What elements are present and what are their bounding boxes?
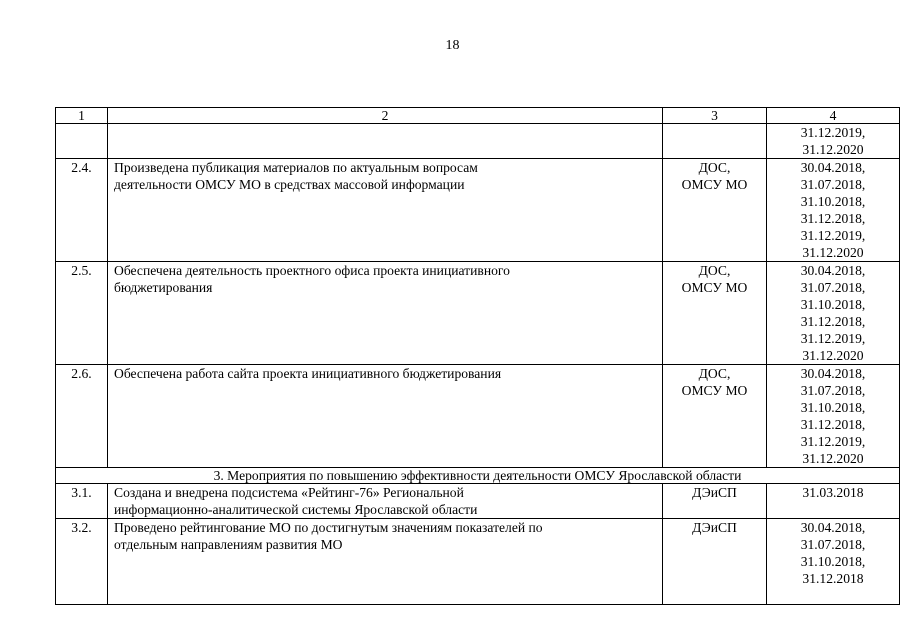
row-description-line: Создана и внедрена подсистема «Рейтинг-76» Региональной — [114, 485, 464, 500]
row-responsible — [663, 365, 767, 468]
row-description-line: Обеспечена работа сайта проекта инициативного бюджетирования — [114, 366, 502, 381]
row-number: 3.2. — [56, 519, 108, 605]
row-dates-line: 31.12.2019, — [800, 331, 866, 346]
row-responsible — [663, 262, 767, 365]
row-responsible — [663, 159, 767, 262]
table-header-row — [56, 108, 900, 124]
row-dates — [767, 484, 900, 519]
row-dates-line: 30.04.2018, — [800, 263, 866, 278]
row-responsible-line: ДОС, — [698, 366, 731, 381]
row-dates-line: 31.10.2018, — [800, 297, 866, 312]
row-description — [108, 519, 663, 605]
table-row — [56, 484, 900, 519]
row-number: 2.5. — [56, 262, 108, 365]
row-dates-line: 31.12.2020 — [802, 142, 864, 157]
row-responsible-line: ДЭиСП — [692, 520, 737, 535]
row-description — [108, 365, 663, 468]
header-col-2: 2 — [108, 108, 663, 124]
row-responsible-line: ДОС, — [698, 160, 731, 175]
row-dates-line: 31.07.2018, — [800, 383, 866, 398]
row-dates-line: 31.12.2018, — [800, 417, 866, 432]
row-description-line: отдельным направлениям развития МО — [114, 537, 343, 552]
row-dates-line: 31.10.2018, — [800, 194, 866, 209]
row-responsible-line: ОМСУ МО — [681, 177, 748, 192]
row-responsible — [663, 519, 767, 605]
row-description — [108, 262, 663, 365]
table-row — [56, 365, 900, 468]
row-responsible-line: ОМСУ МО — [681, 383, 748, 398]
row-description-line: Произведена публикация материалов по актуальным вопросам — [114, 160, 478, 175]
row-dates-line: 31.12.2018 — [802, 571, 864, 586]
row-dates-line: 31.12.2020 — [802, 348, 864, 363]
row-dates-line: 31.12.2020 — [802, 245, 864, 260]
section-row — [56, 468, 900, 484]
section-title: 3. Мероприятия по повышению эффективности деятельности ОМСУ Ярославской области — [56, 468, 900, 484]
header-col-4: 4 — [767, 108, 900, 124]
row-dates-line: 31.12.2019, — [800, 228, 866, 243]
header-col-1: 1 — [56, 108, 108, 124]
row-number: 2.6. — [56, 365, 108, 468]
row-number: 2.4. — [56, 159, 108, 262]
page-number: 18 — [445, 38, 460, 53]
row-dates-line: 31.12.2019, — [800, 125, 866, 140]
table-row — [56, 159, 900, 262]
row-responsible — [663, 124, 767, 159]
table-row — [56, 124, 900, 159]
row-dates-line: 31.12.2019, — [800, 434, 866, 449]
row-description — [108, 484, 663, 519]
row-description-line: Обеспечена деятельность проектного офиса проекта инициативного — [114, 263, 510, 278]
row-dates — [767, 262, 900, 365]
row-dates-line: 31.10.2018, — [800, 554, 866, 569]
row-dates — [767, 365, 900, 468]
row-dates — [767, 519, 900, 605]
row-description-line: деятельности ОМСУ МО в средствах массовой информации — [114, 177, 465, 192]
row-responsible-line: ОМСУ МО — [681, 280, 748, 295]
row-dates-line: 31.03.2018 — [802, 485, 864, 500]
row-dates-line: 31.07.2018, — [800, 537, 866, 552]
row-responsible-line: ДЭиСП — [692, 485, 737, 500]
row-dates — [767, 124, 900, 159]
row-dates-line: 31.12.2018, — [800, 314, 866, 329]
row-description — [108, 124, 663, 159]
row-dates — [767, 159, 900, 262]
header-col-3: 3 — [663, 108, 767, 124]
table-row — [56, 262, 900, 365]
row-dates-line: 31.12.2020 — [802, 451, 864, 466]
row-description-line: информационно-аналитической системы Ярославской области — [114, 502, 478, 517]
row-number: 3.1. — [56, 484, 108, 519]
row-dates-line: 30.04.2018, — [800, 366, 866, 381]
row-description-line: Проведено рейтингование МО по достигнутым значениям показателей по — [114, 520, 543, 535]
row-dates-line: 31.12.2018, — [800, 211, 866, 226]
row-description-line: бюджетирования — [114, 280, 213, 295]
row-dates-line: 31.07.2018, — [800, 177, 866, 192]
row-dates-line: 31.07.2018, — [800, 280, 866, 295]
table-row — [56, 519, 900, 605]
table-body — [56, 108, 900, 605]
row-responsible — [663, 484, 767, 519]
row-dates-line: 30.04.2018, — [800, 160, 866, 175]
row-description — [108, 159, 663, 262]
row-dates-line: 31.10.2018, — [800, 400, 866, 415]
row-dates-line: 30.04.2018, — [800, 520, 866, 535]
row-number — [56, 124, 108, 159]
activities-table — [55, 107, 900, 605]
row-responsible-line: ДОС, — [698, 263, 731, 278]
